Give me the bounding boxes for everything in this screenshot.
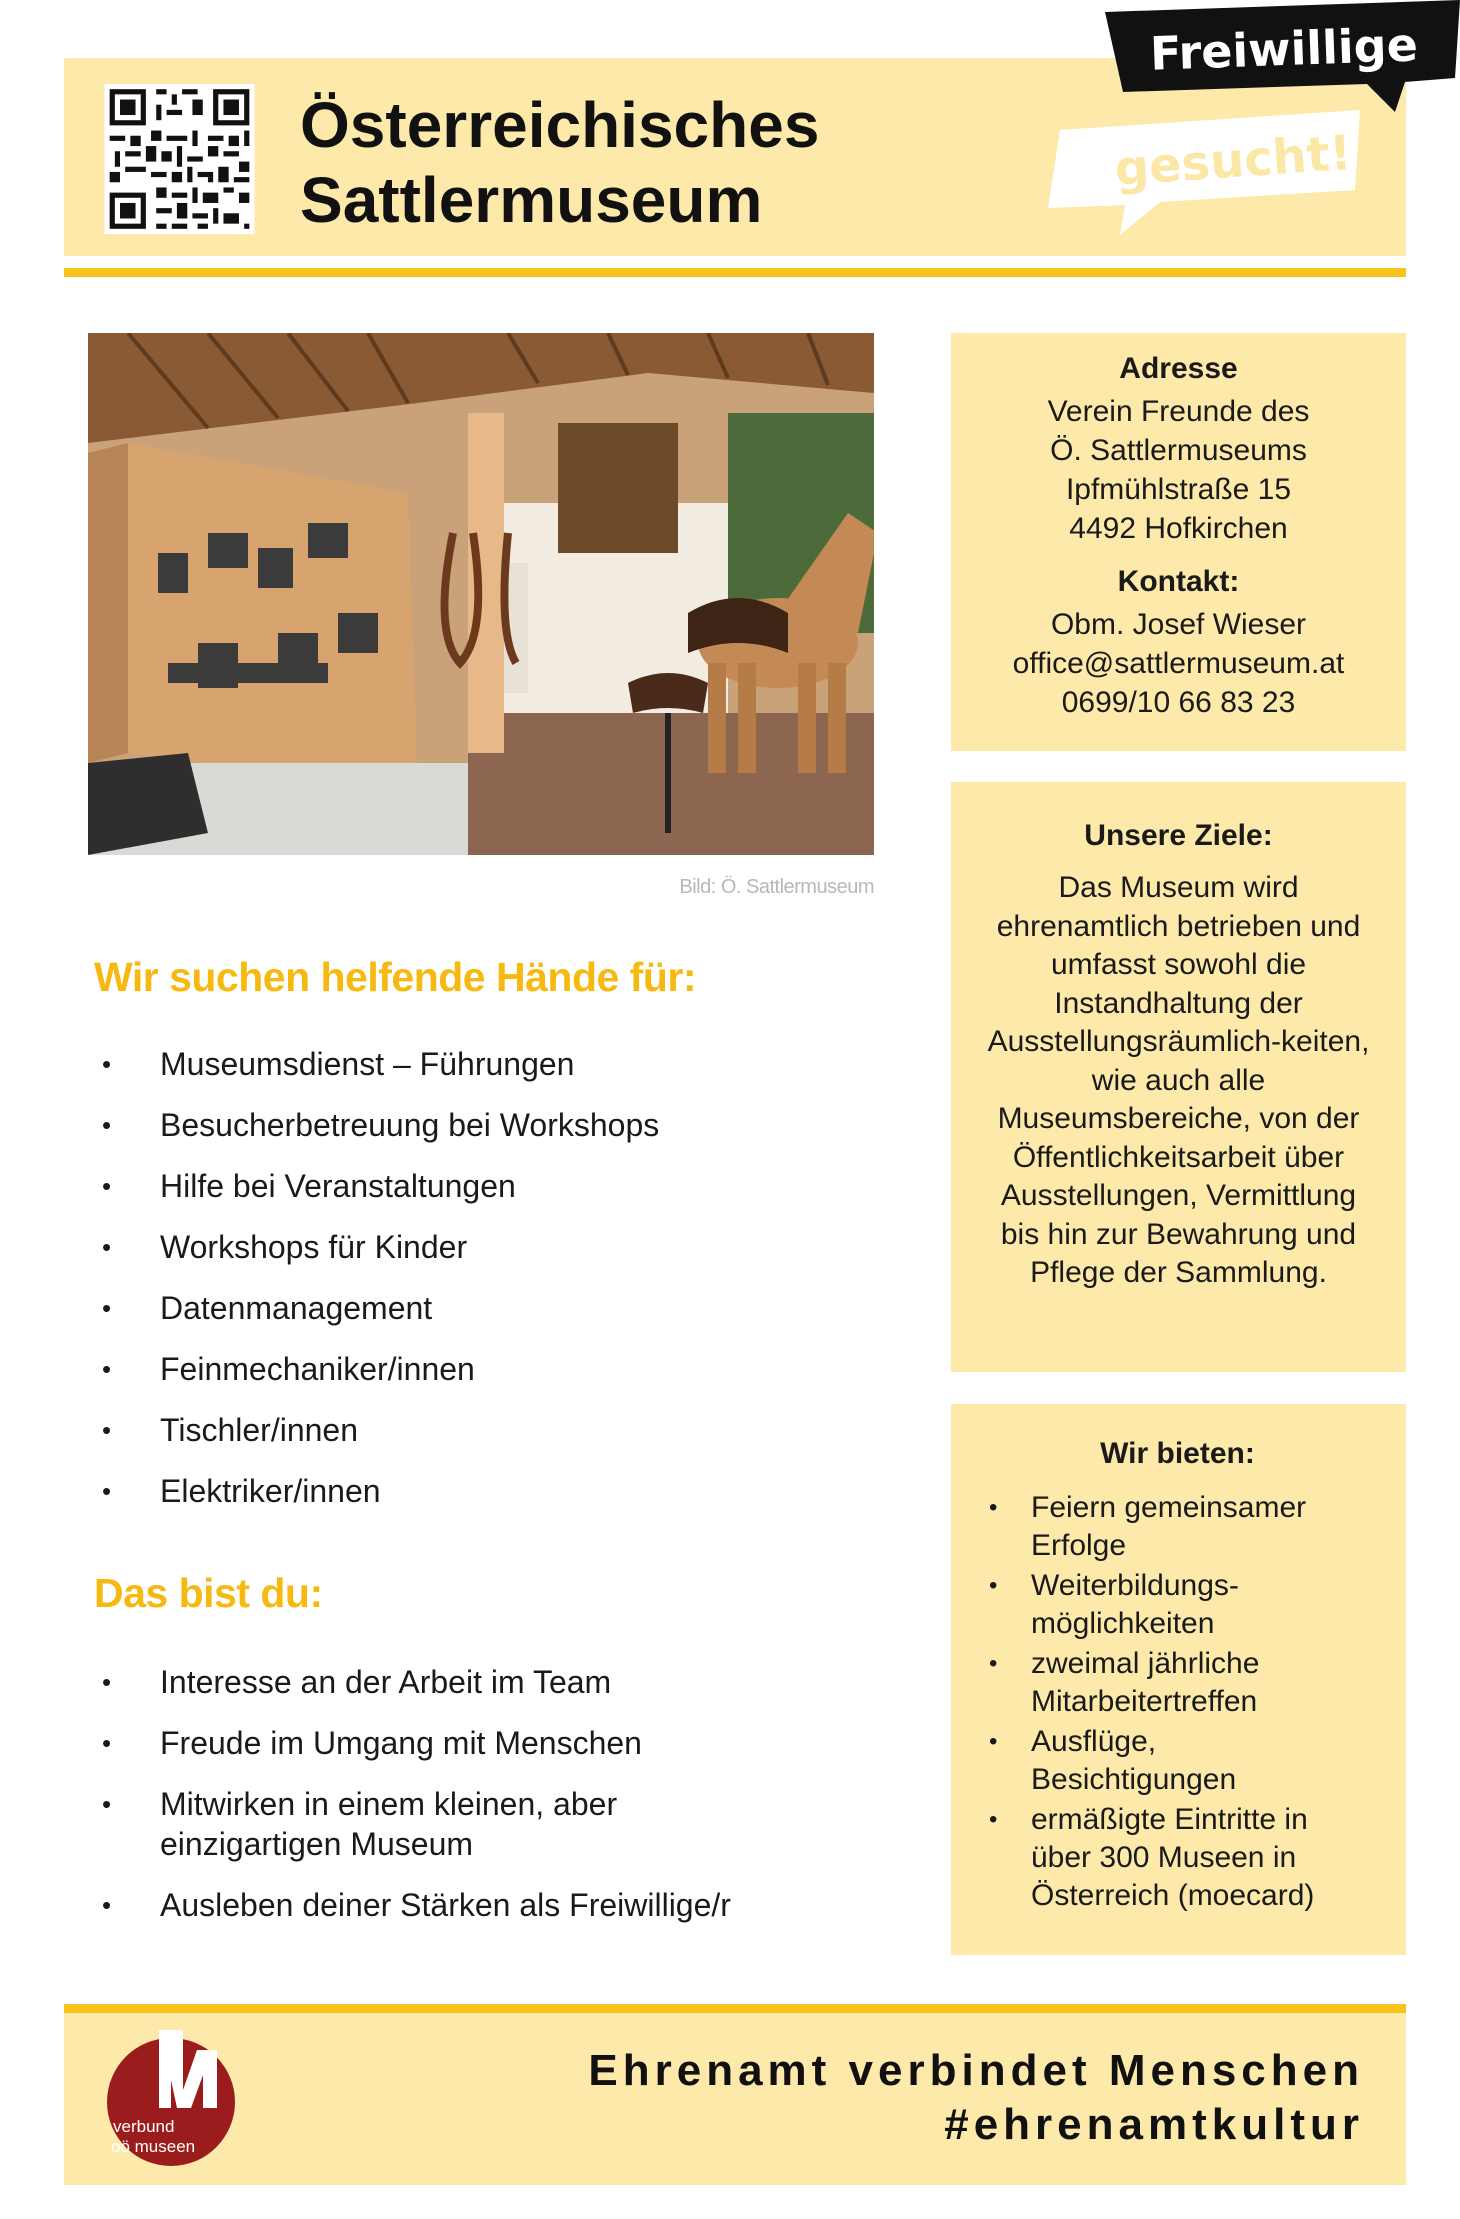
goals-heading: Unsere Ziele: — [1084, 819, 1273, 852]
address-heading: Adresse — [1119, 352, 1238, 385]
profile-list — [94, 1662, 854, 1925]
logo-text-verbund: verbund — [113, 2117, 175, 2136]
slogan-line-2: #ehrenamtkultur — [944, 2100, 1364, 2149]
list-item: • zweimal jährliche Mitarbeitertreffen — [989, 1645, 1366, 1721]
contact-name: Obm. Josef Wieser — [1050, 608, 1307, 641]
qr-code[interactable] — [101, 84, 258, 234]
list-item: • Ausflüge, Besichtigungen — [989, 1723, 1366, 1799]
freiwillige-speech-bubble — [1105, 0, 1460, 115]
photo-credit: Bild: Ö. Sattlermuseum — [679, 876, 874, 898]
goals-text: Das Museum wird ehrenamtlich betrieben und umfasst sowohl die Instandhaltung der Ausstellungsräumlich-keiten, wie auch alle Museumsbereiche, von der Öffentlichkeitsarbeit über Ausstellungen, Vermittlung bis hin zur Bewahrung und Pflege der Sammlung. — [987, 871, 1370, 1289]
badge-gesucht-text: gesucht! — [1112, 124, 1354, 198]
list-item: • ermäßigte Eintritte in über 300 Museen in Österreich (moecard) — [989, 1801, 1366, 1915]
address-line-1: Verein Freunde des — [1047, 395, 1310, 428]
list-item: • Ausleben deiner Stärken als Freiwillige/r — [94, 1885, 854, 1925]
slogan-line-1: Ehrenamt verbindet Menschen — [588, 2046, 1364, 2095]
offers-box — [951, 1404, 1406, 1955]
logo-text-museen: oö museen — [111, 2137, 196, 2156]
address-line-3: Ipfmühlstraße 15 — [1065, 473, 1292, 506]
list-item: • Mitwirken in einem kleinen, aber einzigartigen Museum — [94, 1784, 720, 1864]
profile-heading: Das bist du: — [94, 1570, 323, 1616]
badge-freiwillige-text: Freiwillige — [1149, 17, 1419, 81]
title-line-2: Sattlermuseum — [300, 164, 763, 236]
list-item: • Besucherbetreuung bei Workshops — [94, 1105, 814, 1145]
header-rule — [64, 268, 1406, 277]
offers-list — [989, 1489, 1366, 1915]
list-item: • Museumsdienst – Führungen — [94, 1044, 814, 1084]
address-contact-box — [951, 333, 1406, 751]
list-item: • Feinmechaniker/innen — [94, 1349, 814, 1389]
offers-heading: Wir bieten: — [1100, 1437, 1255, 1470]
list-item: • Tischler/innen — [94, 1410, 814, 1450]
list-item: • Datenmanagement — [94, 1288, 814, 1328]
footer-slogan — [588, 2044, 1364, 2152]
footer-rule — [64, 2004, 1406, 2013]
page-title — [300, 88, 819, 238]
address-line-2: Ö. Sattlermuseums — [1050, 434, 1307, 467]
verbund-ooe-museen-logo[interactable] — [101, 2030, 241, 2170]
contact-phone[interactable]: 0699/10 66 83 23 — [1061, 686, 1296, 719]
museum-interior-photo[interactable] — [88, 333, 874, 855]
list-item: • Elektriker/innen — [94, 1471, 814, 1511]
title-line-1: Österreichisches — [300, 89, 820, 161]
list-item: • Freude im Umgang mit Menschen — [94, 1723, 854, 1763]
address-line-4: 4492 Hofkirchen — [1069, 512, 1288, 545]
contact-heading: Kontakt: — [1117, 565, 1240, 598]
list-item: • Weiterbildungs-möglichkeiten — [989, 1567, 1366, 1643]
list-item: • Hilfe bei Veranstaltungen — [94, 1166, 814, 1206]
contact-email[interactable]: office@sattlermuseum.at — [1012, 647, 1345, 680]
gesucht-speech-bubble — [1040, 110, 1370, 240]
goals-box — [951, 782, 1406, 1372]
help-list — [94, 1044, 814, 1511]
list-item: • Feiern gemeinsamer Erfolge — [989, 1489, 1366, 1565]
list-item: • Interesse an der Arbeit im Team — [94, 1662, 854, 1702]
help-heading: Wir suchen helfende Hände für: — [94, 954, 696, 1000]
list-item: • Workshops für Kinder — [94, 1227, 814, 1267]
